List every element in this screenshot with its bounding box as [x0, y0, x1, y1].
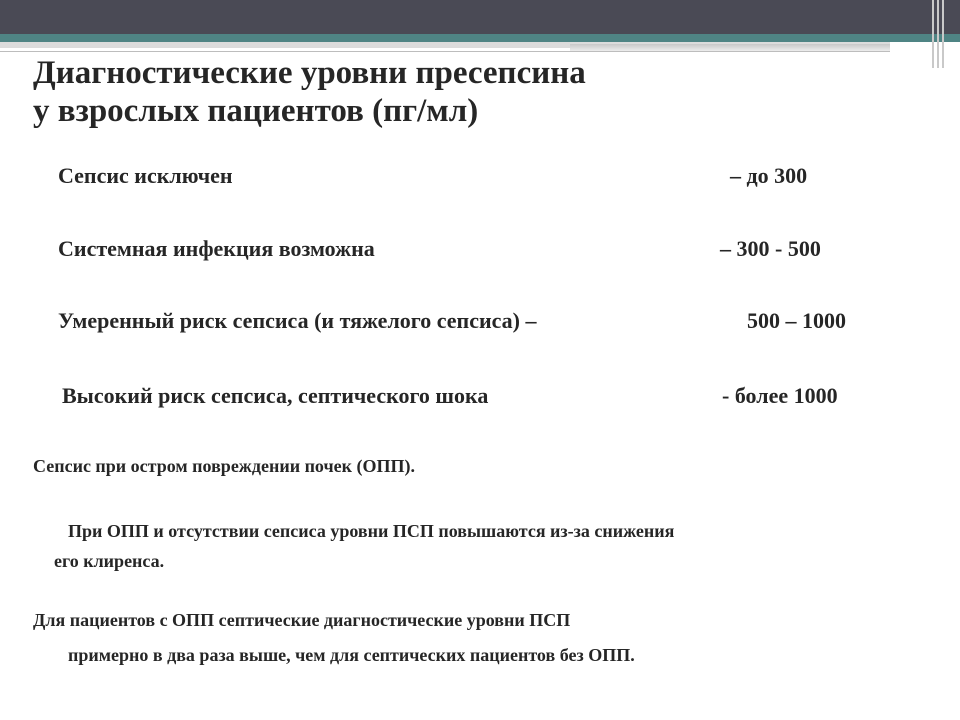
final-note-line-1: Для пациентов с ОПП септические диагностические уровни ПСП: [33, 610, 571, 630]
final-note-line-2: примерно в два раза выше, чем для септических пациентов без ОПП.: [68, 645, 635, 665]
level-row-high-risk: [62, 381, 892, 411]
aki-heading: Сепсис при остром повреждении почек (ОПП).: [33, 456, 415, 476]
slide-title-line-1: Диагностические уровни пресепсина: [33, 55, 586, 91]
level-label: Высокий риск сепсиса, септического шока: [62, 383, 489, 408]
slide-title: [33, 54, 793, 130]
level-label: Сепсис исключен: [58, 163, 233, 188]
level-value: - более 1000: [722, 383, 838, 408]
header-dark-bar: [0, 0, 960, 34]
stripe: [937, 0, 939, 68]
level-label: Умеренный риск сепсиса (и тяжелого сепсиса) –: [58, 308, 537, 333]
aki-paragraph-line-1: При ОПП и отсутствии сепсиса уровни ПСП повышаются из-за снижения: [68, 521, 675, 541]
stripe: [942, 0, 944, 68]
level-label: Системная инфекция возможна: [58, 236, 375, 261]
header-divider: [0, 51, 890, 52]
decorative-stripes: [930, 0, 950, 68]
level-value: – 300 - 500: [720, 236, 821, 261]
slide-title-line-2: у взрослых пациентов (пг/мл): [33, 93, 479, 129]
level-row-systemic-infection: [58, 234, 858, 264]
aki-paragraph-line-2: его клиренса.: [54, 551, 165, 571]
level-value: – до 300: [730, 163, 808, 188]
header-teal-bar: [0, 34, 960, 42]
level-row-moderate-risk: [58, 306, 888, 336]
stripe: [932, 0, 934, 68]
level-value: 500 – 1000: [747, 308, 846, 333]
level-row-sepsis-excluded: [58, 161, 848, 191]
